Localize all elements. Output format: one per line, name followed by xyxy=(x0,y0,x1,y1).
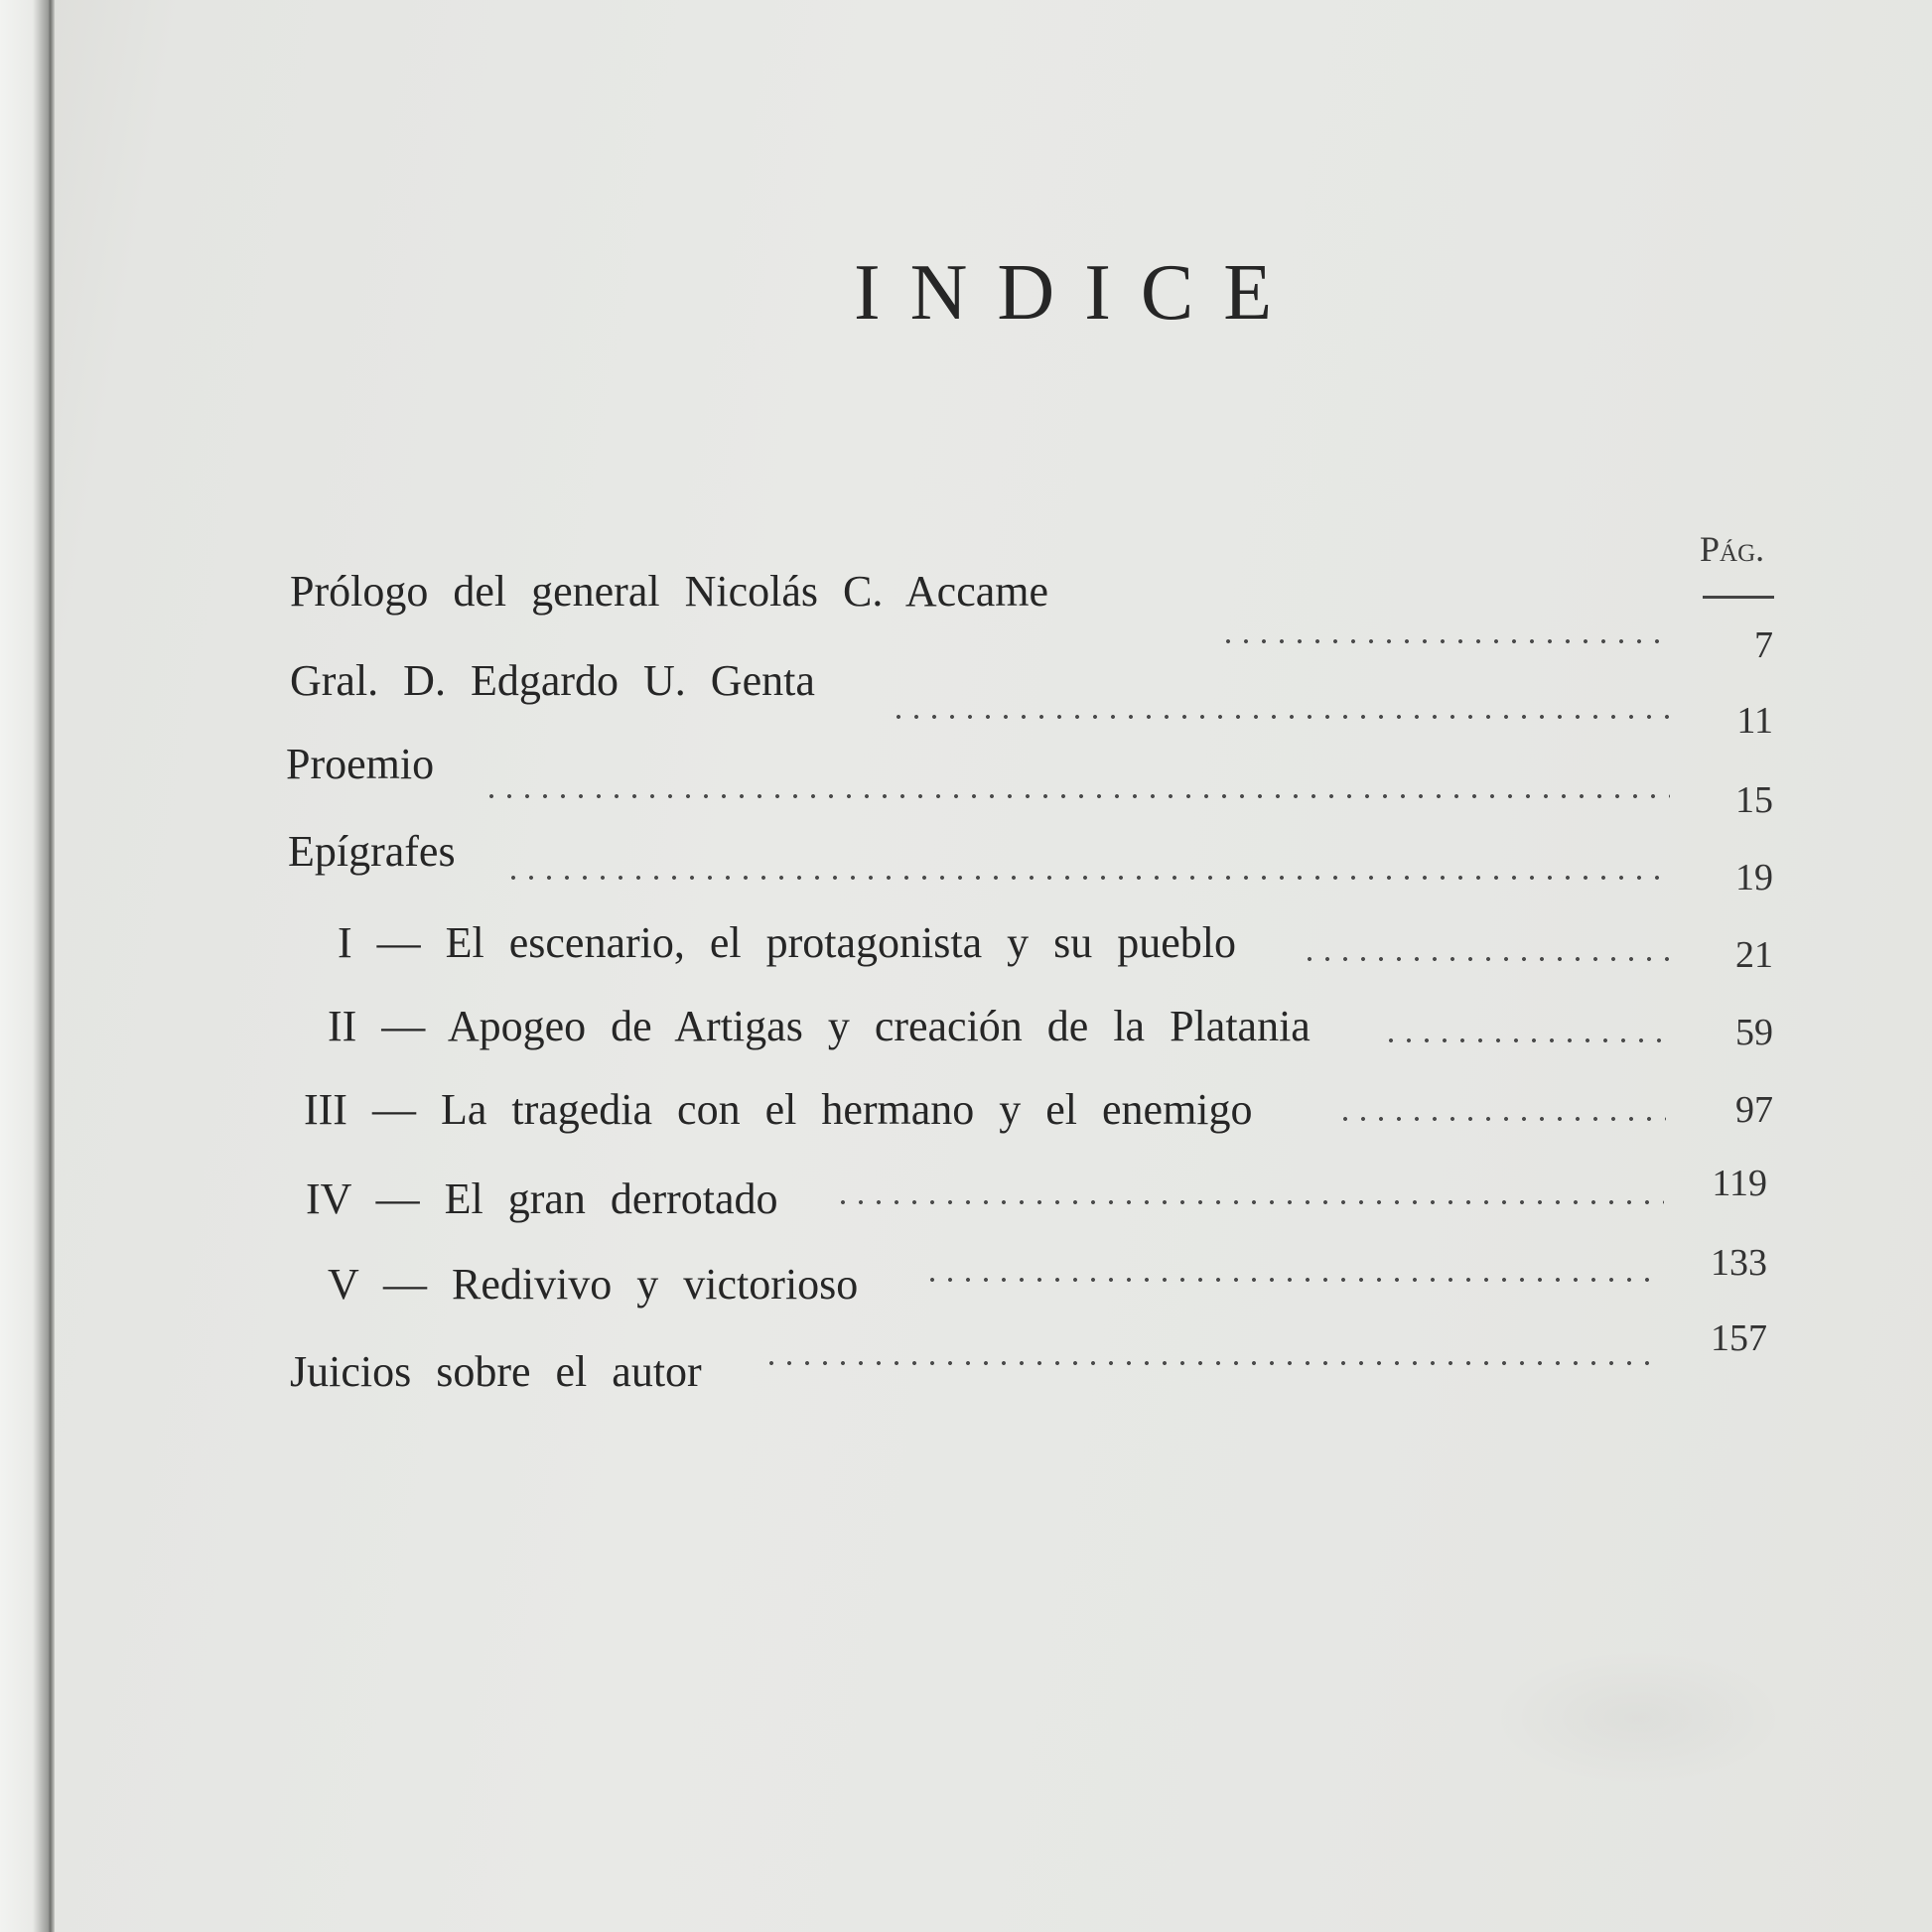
toc-entry-label: IV — El gran derrotado xyxy=(306,1174,778,1223)
toc-entry-label: Prólogo del general Nicolás C. Accame xyxy=(290,567,1049,616)
toc-entry-label: Epígrafes xyxy=(288,827,456,876)
toc-entry-page: 97 xyxy=(1735,1089,1773,1131)
dot-leader xyxy=(1219,636,1672,646)
show-through-shadow xyxy=(1489,1648,1787,1787)
toc-entry-page: 119 xyxy=(1712,1163,1767,1204)
toc-entry-page: 15 xyxy=(1735,779,1773,821)
toc-entry-label: II — Apogeo de Artigas y creación de la Platania xyxy=(328,1002,1311,1050)
page-column-header: Pág. xyxy=(1700,529,1765,569)
toc-entry-label: I — El escenario, el protagonista y su pueblo xyxy=(338,918,1237,967)
dot-leader xyxy=(1336,1114,1666,1124)
page-binding-edge xyxy=(0,0,55,1932)
dot-leader xyxy=(923,1275,1662,1285)
dot-leader xyxy=(762,1358,1660,1368)
dot-leader xyxy=(483,791,1670,801)
toc-entry-label: Juicios sobre el autor xyxy=(290,1347,702,1396)
dot-leader xyxy=(504,873,1670,883)
toc-entry-page: 7 xyxy=(1754,624,1773,666)
dot-leader xyxy=(834,1197,1664,1207)
toc-entry-label: III — La tragedia con el hermano y el enemigo xyxy=(304,1085,1253,1134)
toc-entry-page: 11 xyxy=(1736,700,1773,742)
toc-entry-page: 157 xyxy=(1711,1317,1767,1359)
page-title: INDICE xyxy=(854,249,1303,337)
toc-entry-page: 19 xyxy=(1735,857,1773,898)
toc-entry-label: Gral. D. Edgardo U. Genta xyxy=(290,656,815,705)
dot-leader xyxy=(890,712,1672,722)
dot-leader xyxy=(1382,1035,1668,1045)
dot-leader xyxy=(1301,954,1670,964)
toc-entry-page: 133 xyxy=(1711,1242,1767,1284)
page-column-rule xyxy=(1703,596,1774,599)
toc-entry-label: V — Redivivo y victorioso xyxy=(328,1260,859,1309)
toc-entry-page: 21 xyxy=(1735,934,1773,976)
toc-entry-page: 59 xyxy=(1735,1012,1773,1053)
toc-entry-label: Proemio xyxy=(286,740,435,788)
